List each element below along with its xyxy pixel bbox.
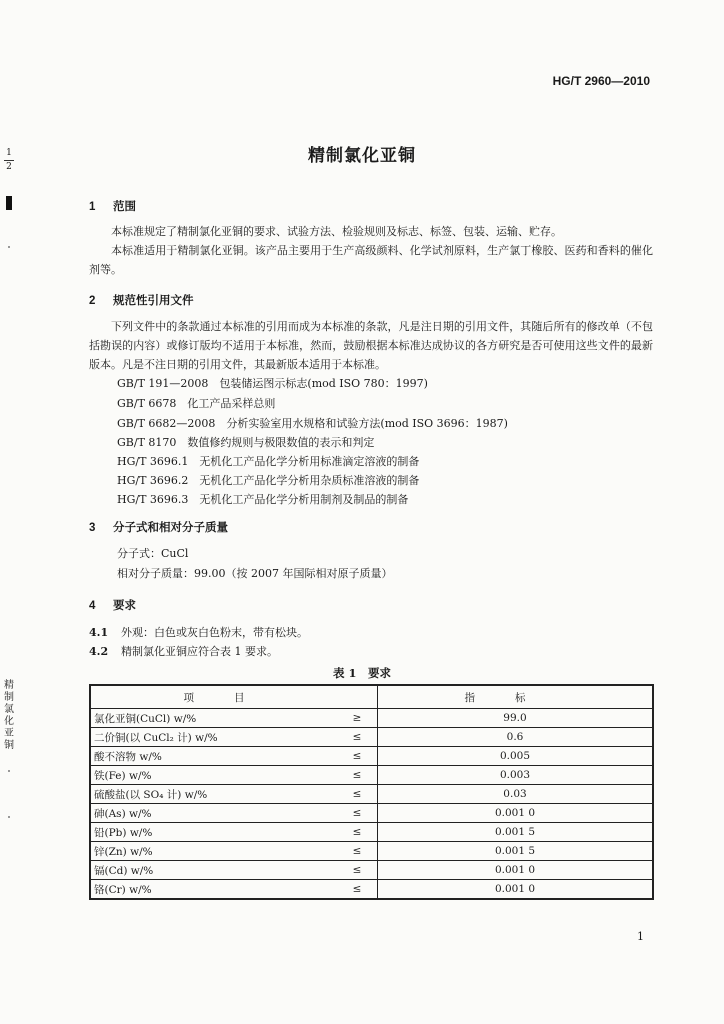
reference-item: GB/T 6678 化工产品采样总则 xyxy=(117,397,276,410)
row-comparator: ≥ xyxy=(337,709,378,728)
item-text: 精制氯化亚铜应符合表 1 要求。 xyxy=(121,645,278,658)
table-row xyxy=(90,728,653,747)
paragraph: 本标准规定了精制氯化亚铜的要求、试验方法、检验规则及标志、标签、包装、运输、贮存。 xyxy=(111,225,562,238)
requirement-item xyxy=(89,624,308,640)
table-row xyxy=(90,785,653,804)
row-comparator: ≤ xyxy=(337,861,378,880)
document-id: HG/T 2960—2010 xyxy=(552,74,650,88)
section-title: 要求 xyxy=(113,598,136,612)
row-value: 0.001 0 xyxy=(378,861,654,880)
row-item: 酸不溶物 w/% xyxy=(90,747,337,766)
row-value: 0.001 0 xyxy=(378,804,654,823)
table-row xyxy=(90,823,653,842)
row-comparator: ≤ xyxy=(337,766,378,785)
row-comparator: ≤ xyxy=(337,880,378,900)
table-row xyxy=(90,804,653,823)
margin-dot xyxy=(8,246,10,248)
row-item: 氯化亚铜(CuCl) w/% xyxy=(90,709,337,728)
margin-char: 铜 xyxy=(4,740,14,751)
row-item: 砷(As) w/% xyxy=(90,804,337,823)
section-heading-2 xyxy=(89,292,194,308)
margin-dot xyxy=(8,816,10,818)
row-item: 铅(Pb) w/% xyxy=(90,823,337,842)
molar-mass-line: 相对分子质量：99.00（按 2007 年国际相对原子质量） xyxy=(117,567,393,580)
margin-fraction-top: 1 xyxy=(6,148,12,158)
section-number: 1 xyxy=(89,201,96,213)
requirement-item xyxy=(89,643,278,659)
reference-item: HG/T 3696.1 无机化工产品化学分析用标准滴定溶液的制备 xyxy=(117,455,420,468)
row-comparator: ≤ xyxy=(337,747,378,766)
reference-item: HG/T 3696.3 无机化工产品化学分析用制剂及制品的制备 xyxy=(117,493,409,506)
margin-char: 制 xyxy=(4,692,14,703)
item-number: 4.2 xyxy=(89,645,109,658)
section-title: 分子式和相对分子质量 xyxy=(113,520,228,534)
row-item: 锌(Zn) w/% xyxy=(90,842,337,861)
reference-item: GB/T 191—2008 包装储运图示标志(mod ISO 780：1997) xyxy=(117,377,428,390)
row-comparator: ≤ xyxy=(337,842,378,861)
row-value: 0.6 xyxy=(378,728,654,747)
row-comparator: ≤ xyxy=(337,728,378,747)
paragraph: 本标准适用于精制氯化亚铜。该产品主要用于生产高级颜料、化学试剂原料，生产氯丁橡胶、医药和香料的催化剂等。 xyxy=(89,244,653,276)
paragraph: 下列文件中的条款通过本标准的引用而成为本标准的条款，凡是注日期的引用文件，其随后所有的修改单（不包括勘误的内容）或修订版均不适用于本标准，然而，鼓励根据本标准达成协议的各方研究是否可使用这些文件的最新版本。凡是不注日期的引用文件，其最新版本适用于本标准。 xyxy=(89,320,653,371)
section-title: 规范性引用文件 xyxy=(113,293,194,307)
row-value: 0.001 5 xyxy=(378,823,654,842)
page-title: 精制氯化亚铜 xyxy=(308,146,416,166)
reference-item: GB/T 8170 数值修约规则与极限数值的表示和判定 xyxy=(117,436,375,449)
margin-black-mark xyxy=(6,196,12,210)
table-row xyxy=(90,709,653,728)
item-number: 4.1 xyxy=(89,626,109,639)
row-value: 0.03 xyxy=(378,785,654,804)
row-item: 二价铜(以 CuCl₂ 计) w/% xyxy=(90,728,337,747)
section-heading-3 xyxy=(89,519,228,535)
table-row xyxy=(90,880,653,900)
table-row xyxy=(90,766,653,785)
margin-char: 亚 xyxy=(4,728,14,739)
row-comparator: ≤ xyxy=(337,804,378,823)
table-caption: 表 1 要求 xyxy=(332,666,391,680)
section-heading-4 xyxy=(89,597,136,613)
requirements-table xyxy=(89,684,654,900)
table-row xyxy=(90,842,653,861)
row-item: 铬(Cr) w/% xyxy=(90,880,337,900)
row-value: 0.001 0 xyxy=(378,880,654,900)
margin-char: 精 xyxy=(4,680,14,691)
section-heading-1 xyxy=(89,198,136,214)
margin-char: 氯 xyxy=(4,704,14,715)
header-value: 指标 xyxy=(378,685,654,709)
table-row xyxy=(90,861,653,880)
row-value: 99.0 xyxy=(378,709,654,728)
page-number: 1 xyxy=(637,930,644,943)
formula-line: 分子式：CuCl xyxy=(117,547,189,560)
margin-fraction-bottom: 2 xyxy=(6,162,12,172)
reference-item: HG/T 3696.2 无机化工产品化学分析用杂质标准溶液的制备 xyxy=(117,474,420,487)
reference-item: GB/T 6682—2008 分析实验室用水规格和试验方法(mod ISO 3696：1987) xyxy=(117,417,508,430)
item-text: 外观：白色或灰白色粉末，带有松块。 xyxy=(121,626,308,639)
margin-vertical-title xyxy=(4,680,14,752)
section-number: 4 xyxy=(89,600,96,612)
margin-char: 化 xyxy=(4,716,14,727)
row-value: 0.001 5 xyxy=(378,842,654,861)
row-item: 硫酸盐(以 SO₄ 计) w/% xyxy=(90,785,337,804)
table-header-row xyxy=(90,685,653,709)
table-row xyxy=(90,747,653,766)
section-number: 3 xyxy=(89,522,96,534)
row-item: 镉(Cd) w/% xyxy=(90,861,337,880)
row-value: 0.003 xyxy=(378,766,654,785)
row-comparator: ≤ xyxy=(337,785,378,804)
row-comparator: ≤ xyxy=(337,823,378,842)
section-number: 2 xyxy=(89,295,96,307)
row-value: 0.005 xyxy=(378,747,654,766)
row-item: 铁(Fe) w/% xyxy=(90,766,337,785)
section-title: 范围 xyxy=(113,199,136,213)
margin-dot xyxy=(8,770,10,772)
header-item: 项目 xyxy=(90,685,378,709)
